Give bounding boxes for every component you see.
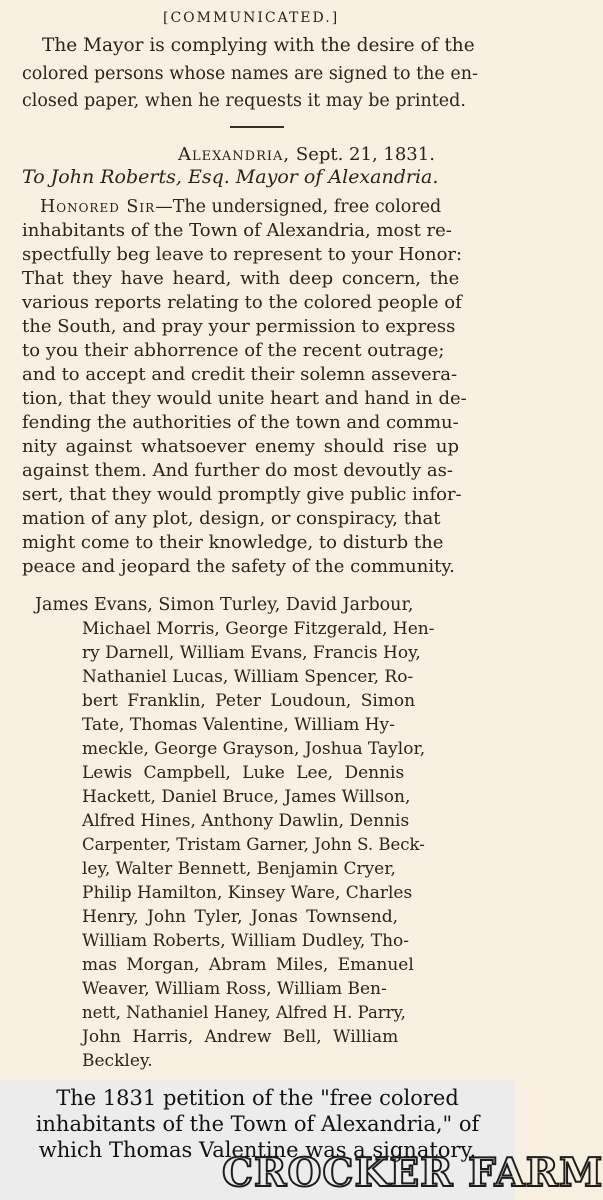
letter-line-10: fending the authorities of the town and commu- (22, 412, 459, 433)
signature-line-10: Alfred Hines, Anthony Dawlin, Dennis (82, 811, 410, 831)
letter-line-8: and to accept and credit their solemn assevera- (22, 364, 458, 385)
intro-line-3: closed paper, when he requests it may be printed. (22, 91, 466, 111)
letter-line-3: spectfully beg leave to represent to your Honor: (22, 244, 463, 265)
letter-line-1 (40, 195, 441, 219)
signature-line-17: Weaver, William Ross, William Ben- (82, 979, 387, 999)
letter-line-2: inhabitants of the Town of Alexandria, most re- (22, 220, 452, 241)
letter-line-4: That they have heard, with deep concern, the (22, 268, 460, 289)
signature-line-8: Lewis Campbell, Luke Lee, Dennis (82, 763, 405, 783)
letter-line-12: against them. And further do most devoutly as- (22, 460, 453, 481)
signature-line-13: Philip Hamilton, Kinsey Ware, Charles (82, 883, 413, 903)
signature-line-5: bert Franklin, Peter Loudoun, Simon (82, 691, 416, 711)
crocker-farm-watermark: CROCKER FARM (222, 1150, 603, 1196)
signature-line-20: Beckley. (82, 1051, 153, 1071)
letter-line-13: sert, that they would promptly give public infor- (22, 484, 462, 505)
signature-line-15: William Roberts, William Dudley, Tho- (82, 931, 410, 951)
signature-line-1: James Evans, Simon Turley, David Jarbour, (35, 595, 414, 615)
signature-line-6: Tate, Thomas Valentine, William Hy- (82, 715, 395, 735)
signature-line-18: nett, Nathaniel Haney, Alfred H. Parry, (82, 1003, 406, 1022)
signature-line-3: ry Darnell, William Evans, Francis Hoy, (82, 643, 421, 663)
dateline (178, 143, 435, 167)
intro-line-1: The Mayor is complying with the desire of the (42, 35, 475, 56)
addressee: To John Roberts, Esq. Mayor of Alexandria. (22, 166, 439, 188)
letter-line-15: might come to their knowledge, to disturb the (22, 532, 444, 553)
signature-line-19: John Harris, Andrew Bell, William (82, 1027, 399, 1047)
signature-line-11: Carpenter, Tristam Garner, John S. Beck- (82, 835, 425, 854)
signature-line-9: Hackett, Daniel Bruce, James Willson, (82, 787, 411, 807)
letter-line-16: peace and jeopard the safety of the community. (22, 556, 455, 577)
signature-line-12: ley, Walter Bennett, Benjamin Cryer, (82, 859, 396, 879)
dateline-place: Alexandria, (178, 144, 291, 165)
signature-line-4: Nathaniel Lucas, William Spencer, Ro- (82, 667, 414, 687)
intro-line-2: colored persons whose names are signed to the en- (22, 64, 478, 84)
section-divider (230, 126, 284, 128)
signature-line-14: Henry, John Tyler, Jonas Townsend, (82, 907, 399, 927)
dateline-date: Sept. 21, 1831. (295, 144, 435, 165)
salutation: Honored Sir (40, 197, 156, 217)
letter-line-5: various reports relating to the colored people of (22, 292, 462, 313)
signature-line-7: meckle, George Grayson, Joshua Taylor, (82, 739, 426, 759)
letter-line-6: the South, and pray your permission to express (22, 316, 456, 337)
communicated-heading: [COMMUNICATED.] (163, 10, 340, 26)
letter-line-9: tion, that they would unite heart and hand in de- (22, 388, 467, 409)
image-caption: The 1831 petition of the "free colored inhabitants of the Town of Alexandria," of which Thomas Valentine was a signatory. (35, 1086, 480, 1162)
signature-line-16: mas Morgan, Abram Miles, Emanuel (82, 955, 414, 975)
letter-line-14: mation of any plot, design, or conspiracy, that (22, 508, 441, 529)
signature-line-2: Michael Morris, George Fitzgerald, Hen- (82, 619, 435, 639)
letter-line-11: nity against whatsoever enemy should rise up (22, 436, 460, 457)
letter-line-7: to you their abhorrence of the recent outrage; (22, 340, 445, 361)
letter-line-text: —The undersigned, free colored (155, 197, 442, 217)
